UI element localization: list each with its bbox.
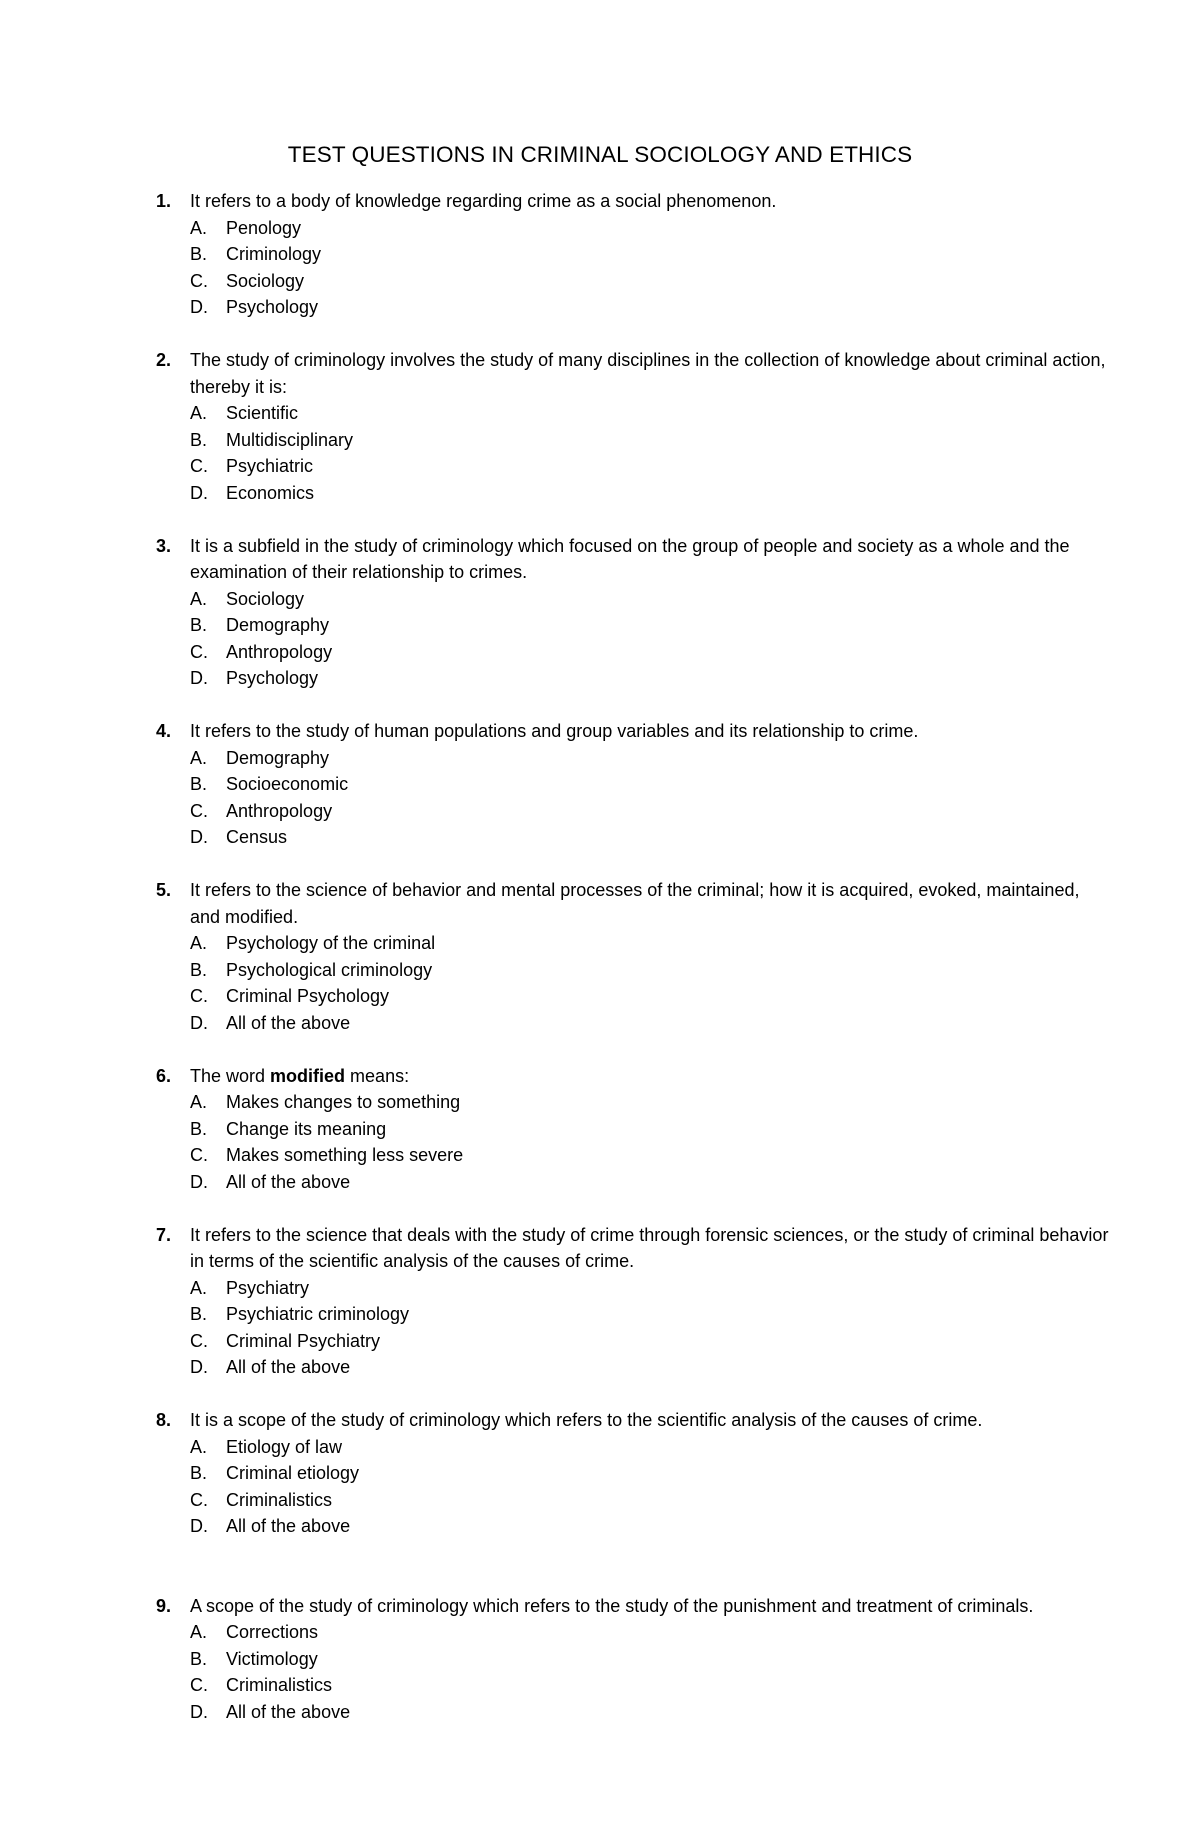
question-number: 6. — [156, 1065, 172, 1086]
option-letter: A. — [190, 747, 208, 768]
option-letter: B. — [190, 244, 208, 264]
option-text: Demography — [226, 747, 330, 768]
question-4 — [0, 718, 1200, 851]
option-letter: A. — [190, 1622, 208, 1642]
option-c — [190, 453, 1110, 480]
option-b — [190, 241, 1110, 268]
option-c — [190, 1328, 1110, 1355]
option-letter: A. — [190, 1277, 208, 1298]
option-text: Psychology — [226, 297, 319, 317]
option-a — [190, 215, 1110, 242]
option-letter: B. — [190, 1648, 208, 1669]
option-c — [190, 268, 1110, 295]
option-text: Psychological criminology — [226, 959, 433, 980]
option-letter: A. — [190, 588, 208, 609]
option-b — [190, 957, 1110, 984]
option-text: Makes something less severe — [226, 1145, 464, 1165]
option-a — [190, 1434, 1110, 1461]
question-text — [190, 1063, 1110, 1090]
option-text: Change its meaning — [226, 1118, 387, 1139]
option-c — [190, 1487, 1110, 1514]
question-text: It refers to the study of human populations and group variables and its relationship to crime. — [190, 721, 919, 741]
option-d — [190, 1354, 1110, 1381]
option-letter: D. — [190, 668, 208, 688]
option-letter: C. — [190, 800, 208, 821]
option-a — [190, 745, 1110, 772]
option-letter: A. — [190, 217, 208, 238]
question-number: 9. — [156, 1595, 172, 1616]
option-text: Scientific — [226, 403, 299, 423]
option-text: Criminalistics — [226, 1675, 333, 1695]
option-text: Psychiatric criminology — [226, 1304, 410, 1324]
option-text: All of the above — [226, 1516, 351, 1536]
option-text: Sociology — [226, 588, 305, 609]
option-text: Socioeconomic — [226, 774, 349, 794]
option-a — [190, 400, 1110, 427]
question-text: A scope of the study of criminology which refers to the study of the punishment and treatment of criminals. — [190, 1595, 1034, 1616]
option-letter: D. — [190, 297, 208, 317]
option-text: Criminalistics — [226, 1489, 333, 1510]
option-letter: A. — [190, 1092, 208, 1112]
document-title: TEST QUESTIONS IN CRIMINAL SOCIOLOGY AND ETHICS — [287, 142, 913, 167]
option-b — [190, 1116, 1110, 1143]
emphasized-word: modified — [270, 1065, 346, 1086]
question-number: 1. — [156, 191, 172, 211]
option-text: Corrections — [226, 1622, 319, 1642]
option-text: Demography — [226, 615, 330, 635]
answer-options — [190, 1619, 1110, 1725]
option-letter: C. — [190, 1489, 208, 1510]
option-letter: C. — [190, 641, 208, 662]
option-letter: C. — [190, 986, 208, 1006]
option-text: Anthropology — [226, 800, 333, 821]
question-text: It refers to a body of knowledge regarding crime as a social phenomenon. — [190, 191, 777, 211]
option-text: Economics — [226, 482, 315, 503]
question-text: It is a subfield in the study of criminology which focused on the group of people and society as a whole and the examination of their relationship to crimes. — [190, 535, 1070, 582]
option-a — [190, 1275, 1110, 1302]
option-text: Psychiatry — [226, 1277, 310, 1298]
option-text: Psychiatric — [226, 456, 314, 476]
option-letter: B. — [190, 429, 208, 450]
option-b — [190, 1301, 1110, 1328]
option-letter: D. — [190, 827, 208, 847]
option-text: All of the above — [226, 1171, 351, 1192]
option-letter: C. — [190, 1675, 208, 1695]
question-8 — [0, 1407, 1200, 1540]
question-text: It is a scope of the study of criminology which refers to the scientific analysis of the causes of crime. — [190, 1410, 983, 1430]
question-7 — [0, 1222, 1200, 1381]
question-number: 8. — [156, 1410, 172, 1430]
option-d — [190, 1699, 1110, 1726]
option-letter: D. — [190, 482, 208, 503]
option-letter: B. — [190, 959, 208, 980]
option-letter: C. — [190, 270, 208, 291]
option-c — [190, 1672, 1110, 1699]
option-b — [190, 427, 1110, 454]
option-b — [190, 612, 1110, 639]
option-letter: C. — [190, 1145, 208, 1165]
option-c — [190, 983, 1110, 1010]
question-number: 5. — [156, 880, 172, 900]
question-number: 3. — [156, 535, 172, 556]
option-text: Sociology — [226, 270, 305, 291]
option-b — [190, 771, 1110, 798]
answer-options — [190, 1275, 1110, 1381]
option-d — [190, 294, 1110, 321]
option-d — [190, 665, 1110, 692]
option-letter: B. — [190, 615, 208, 635]
answer-options — [190, 400, 1110, 506]
option-c — [190, 798, 1110, 825]
question-1 — [0, 188, 1200, 321]
option-text: Psychology — [226, 668, 319, 688]
answer-options — [190, 586, 1110, 692]
question-3 — [0, 533, 1200, 692]
question-number: 2. — [156, 350, 172, 370]
option-letter: C. — [190, 456, 208, 476]
question-number: 7. — [156, 1224, 172, 1245]
option-letter: A. — [190, 933, 208, 953]
question-5 — [0, 877, 1200, 1036]
option-letter: D. — [190, 1516, 208, 1536]
option-letter: B. — [190, 1304, 208, 1324]
option-letter: B. — [190, 1118, 208, 1139]
question-text: The study of criminology involves the study of many disciplines in the collection of knowledge about criminal action, thereby it is: — [190, 350, 1106, 397]
option-text: All of the above — [226, 1357, 351, 1377]
option-letter: A. — [190, 403, 208, 423]
option-letter: D. — [190, 1357, 208, 1377]
option-letter: D. — [190, 1171, 208, 1192]
option-letter: B. — [190, 774, 208, 794]
option-b — [190, 1460, 1110, 1487]
option-text: Anthropology — [226, 641, 333, 662]
option-letter: A. — [190, 1436, 208, 1457]
question-9 — [0, 1593, 1200, 1726]
question-text-after: means: — [345, 1065, 410, 1086]
question-text-before: The word — [190, 1065, 271, 1086]
option-text: Etiology of law — [226, 1436, 343, 1457]
option-a — [190, 586, 1110, 613]
option-c — [190, 1142, 1110, 1169]
question-text: It refers to the science that deals with the study of crime through forensic sciences, or the study of criminal behavior in terms of the scientific analysis of the causes of crime. — [190, 1224, 1109, 1271]
option-text: Penology — [226, 217, 302, 238]
option-letter: C. — [190, 1330, 208, 1351]
option-text: Criminal Psychology — [226, 986, 390, 1006]
option-letter: D. — [190, 1012, 208, 1033]
option-text: Makes changes to something — [226, 1092, 461, 1112]
option-d — [190, 1169, 1110, 1196]
option-d — [190, 1010, 1110, 1037]
option-text: Multidisciplinary — [226, 429, 354, 450]
option-b — [190, 1646, 1110, 1673]
question-text: It refers to the science of behavior and mental processes of the criminal; how it is acquired, evoked, maintained, and modified. — [190, 880, 1080, 927]
option-text: Census — [226, 827, 288, 847]
answer-options — [190, 1089, 1110, 1195]
answer-options — [190, 930, 1110, 1036]
question-number: 4. — [156, 721, 172, 741]
option-c — [190, 639, 1110, 666]
question-6 — [0, 1063, 1200, 1196]
option-text: Criminal Psychiatry — [226, 1330, 381, 1351]
option-a — [190, 1619, 1110, 1646]
option-text: All of the above — [226, 1012, 351, 1033]
answer-options — [190, 1434, 1110, 1540]
answer-options — [190, 215, 1110, 321]
option-d — [190, 1513, 1110, 1540]
answer-options — [190, 745, 1110, 851]
option-a — [190, 930, 1110, 957]
option-text: Psychology of the criminal — [226, 933, 436, 953]
option-text: Criminology — [226, 244, 322, 264]
option-d — [190, 824, 1110, 851]
option-d — [190, 480, 1110, 507]
question-2 — [0, 347, 1200, 506]
option-letter: B. — [190, 1463, 208, 1483]
option-text: Criminal etiology — [226, 1463, 360, 1483]
option-letter: D. — [190, 1701, 208, 1722]
option-text: Victimology — [226, 1648, 318, 1669]
option-a — [190, 1089, 1110, 1116]
option-text: All of the above — [226, 1701, 351, 1722]
